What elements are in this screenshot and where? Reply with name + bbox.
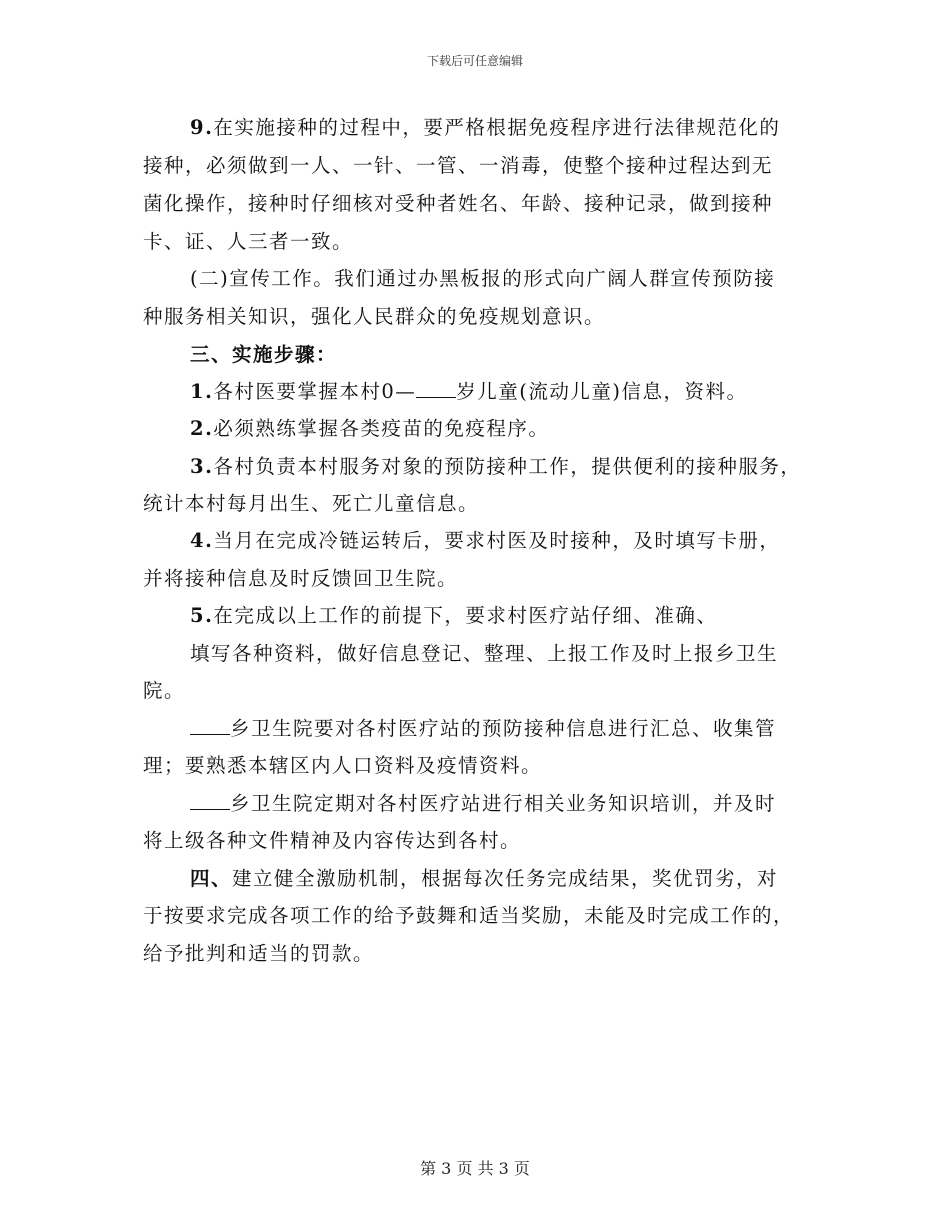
publicity-line-2: 种服务相关知识，强化人民群众的免疫规划意识。 (143, 305, 606, 328)
step-4-line-2: 并将接种信息及时反馈回卫生院。 (143, 567, 459, 590)
para-text: 乡卫生院要对各村医疗站的预防接种信息进行汇总、收集管 (230, 717, 777, 740)
item-number: 5. (190, 604, 214, 627)
section-text: 建立健全激励机制，根据每次任务完成结果，奖优罚劣，对 (232, 867, 779, 890)
section-heading-4 (190, 866, 778, 892)
step-5-line-2: 填写各种资料，做好信息登记、整理、上报工作及时上报乡卫生 (190, 642, 779, 665)
township-para-1-line-1 (190, 716, 776, 742)
fill-blank (190, 716, 230, 735)
step-2 (190, 416, 549, 442)
para-9-line-1 (190, 115, 780, 141)
item-number: 9. (190, 116, 214, 139)
step-4-line-1 (190, 528, 780, 554)
item-number: 2. (190, 417, 214, 440)
step-text: 岁儿童(流动儿童)信息，资料。 (456, 380, 748, 403)
section-heading-3: 三、实施步骤： (190, 343, 338, 366)
section-number: 四、 (190, 867, 233, 890)
fill-blank (416, 379, 456, 398)
item-number: 4. (190, 529, 214, 552)
township-para-2-line-2: 将上级各种文件精神及内容传达到各村。 (143, 829, 522, 852)
step-3-line-2: 统计本村每月出生、死亡儿童信息。 (143, 492, 480, 515)
step-text: 当月在完成冷链运转后，要求村医及时接种，及时填写卡册， (213, 529, 781, 552)
step-text: 各村负责本村服务对象的预防接种工作，提供便利的接种服务， (213, 455, 802, 478)
step-1 (190, 379, 748, 405)
step-5-line-3: 院。 (143, 679, 186, 702)
para-text: 乡卫生院定期对各村医疗站进行相关业务知识培训，并及时 (230, 792, 777, 815)
step-3-line-1 (190, 454, 801, 480)
township-para-1-line-2: 理；要熟悉本辖区内人口资料及疫情资料。 (143, 754, 543, 777)
para-9-line-4: 卡、证、人三者一致。 (143, 230, 354, 253)
item-number: 1. (190, 380, 214, 403)
incentive-line-2: 于按要求完成各项工作的给予鼓舞和适当奖励，未能及时完成工作的， (143, 904, 795, 927)
step-text: 在完成以上工作的前提下，要求村医疗站仔细、准确、 (213, 604, 718, 627)
township-para-2-line-1 (190, 791, 776, 817)
para-text: 在实施接种的过程中，要严格根据免疫程序进行法律规范化的 (213, 116, 781, 139)
page-header: 下载后可任意编辑 (426, 54, 523, 68)
para-9-line-2: 接种，必须做到一人、一针、一管、一消毒，使整个接种过程达到无 (143, 154, 774, 177)
page-footer: 第 3 页 共 3 页 (420, 1159, 530, 1178)
para-9-line-3: 菌化操作，接种时仔细核对受种者姓名、年龄、接种记录，做到接种 (143, 192, 774, 215)
incentive-line-3: 给予批判和适当的罚款。 (143, 942, 375, 965)
step-5-line-1 (190, 603, 717, 629)
item-number: 3. (190, 455, 214, 478)
step-text: 各村医要掌握本村0— (213, 380, 417, 403)
publicity-line-1: (二)宣传工作。我们通过办黑板报的形式向广阔人群宣传预防接 (190, 267, 776, 290)
fill-blank (190, 791, 230, 810)
step-text: 必须熟练掌握各类疫苗的免疫程序。 (213, 417, 550, 440)
